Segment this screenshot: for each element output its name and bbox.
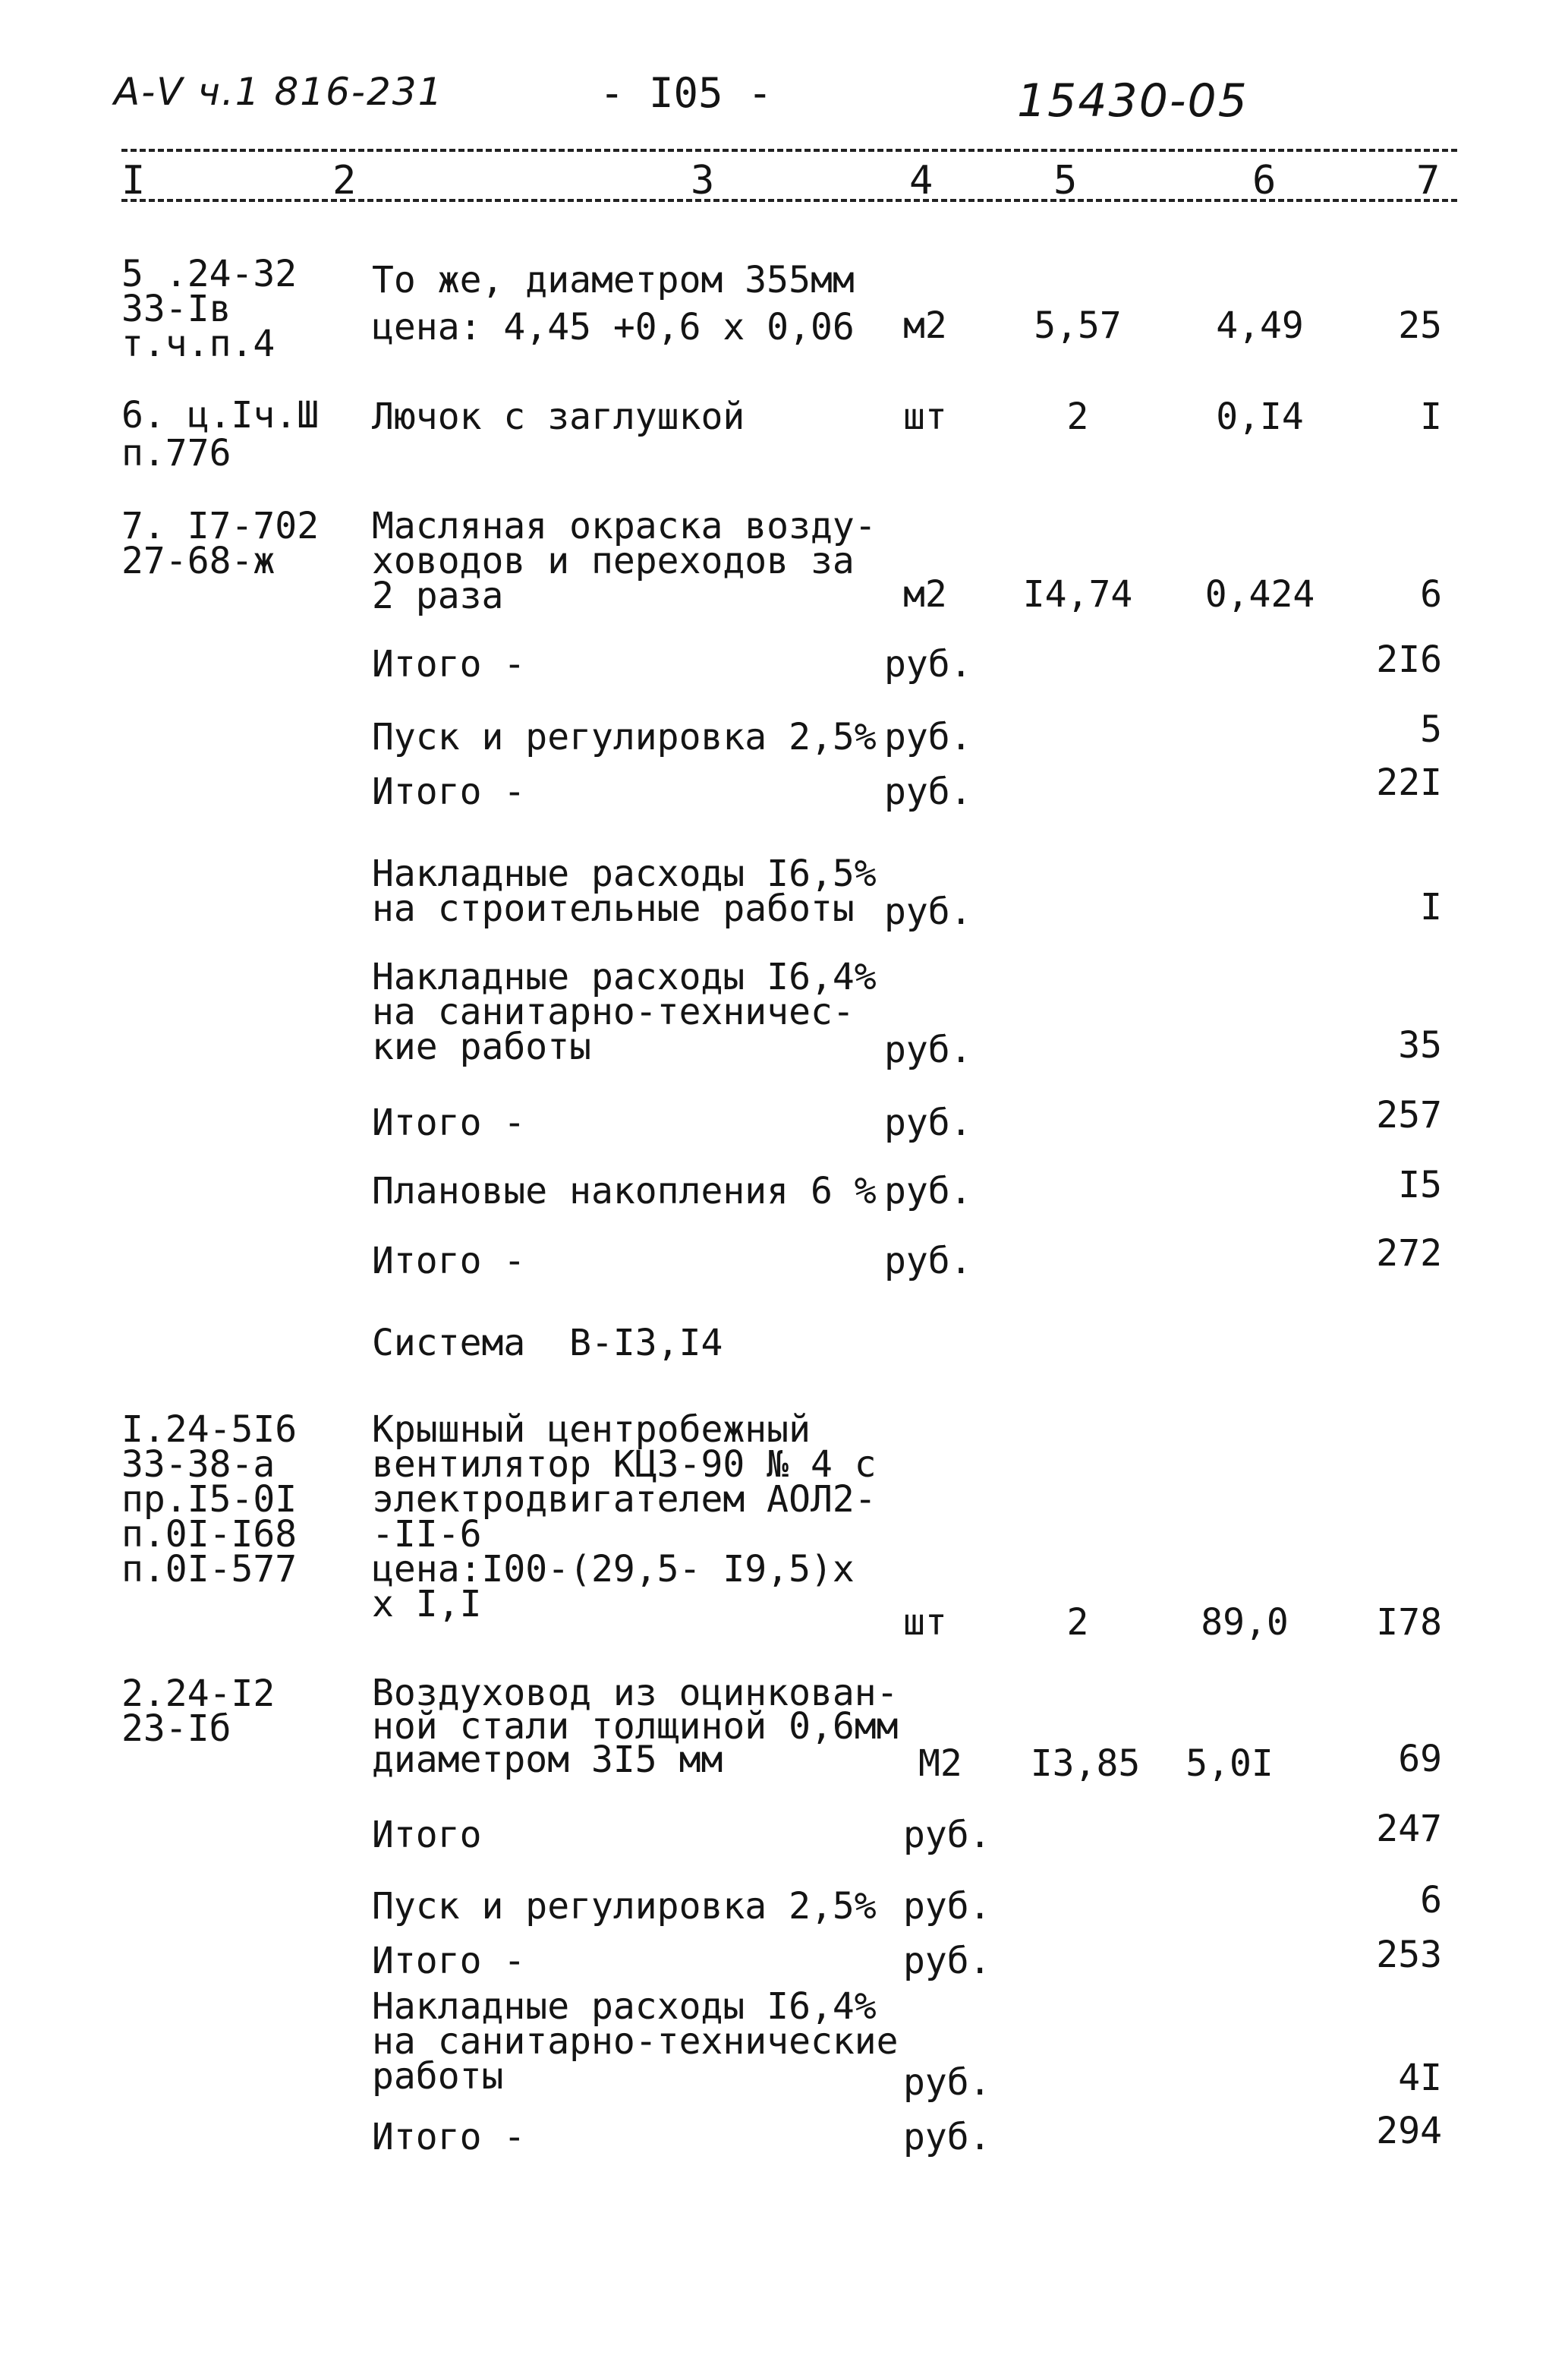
summary-label: Итого - [372, 1940, 526, 1982]
item-unit: шт [903, 396, 947, 438]
page-number: - I05 - [600, 69, 773, 117]
item-total: 6 [1420, 573, 1442, 616]
item-number: 2.24-I2 23-Iб [121, 1672, 276, 1750]
summary-total: 294 [1376, 2110, 1442, 2152]
item-unit-price: 0,I4 [1216, 396, 1304, 438]
doc-code: А-V ч.1 816-231 [114, 70, 444, 114]
column-header-1: I [121, 158, 146, 203]
summary-unit: руб. [884, 771, 972, 813]
summary-label: Накладные расходы I6,4% на санитарно-технические работы [372, 1985, 899, 2098]
item-number: 5 .24-32 33-Iв т.ч.п.4 [121, 253, 298, 365]
summary-unit: руб. [903, 2116, 991, 2158]
item-description: Лючок с заглушкой [372, 396, 745, 438]
summary-total: I5 [1398, 1164, 1442, 1206]
column-header-2: 2 [332, 158, 357, 203]
item-quantity: 2 [1066, 396, 1089, 438]
summary-label: Итого - [372, 771, 526, 813]
summary-total: 5 [1420, 708, 1442, 751]
summary-label: Накладные расходы I6,4% на санитарно-техничес- кие работы [372, 956, 877, 1068]
item-unit-price: 5,0I [1185, 1742, 1274, 1785]
item-quantity: I3,85 [1030, 1742, 1141, 1785]
summary-label: Накладные расходы I6,5% на строительные работы [372, 853, 877, 930]
summary-unit: руб. [884, 891, 972, 933]
item-unit-price: 4,49 [1216, 304, 1304, 347]
item-total: I78 [1376, 1601, 1442, 1644]
summary-unit: руб. [884, 1029, 972, 1071]
item-quantity: I4,74 [1022, 573, 1133, 616]
summary-total: I [1420, 886, 1442, 928]
item-unit: м2 [903, 304, 947, 347]
column-header-3: 3 [691, 158, 715, 203]
sheet-code: 15430-05 [1017, 74, 1248, 128]
summary-unit: руб. [884, 1240, 972, 1282]
item-unit: шт [903, 1601, 947, 1644]
system-title: Система В-I3,I4 [372, 1322, 723, 1364]
summary-unit: руб. [903, 2061, 991, 2104]
summary-label: Итого - [372, 643, 526, 686]
summary-total: 272 [1376, 1232, 1442, 1275]
summary-total: 4I [1398, 2057, 1442, 2099]
item-number: I.24-5I6 33-38-а пр.I5-0I п.0I-I68 п.0I-577 [121, 1408, 298, 1590]
summary-total: 22I [1376, 761, 1442, 804]
column-header-6: 6 [1252, 158, 1277, 203]
summary-total: 253 [1376, 1934, 1442, 1976]
summary-total: 257 [1376, 1094, 1442, 1136]
column-header-5: 5 [1053, 158, 1078, 203]
item-unit-price: 0,424 [1204, 573, 1315, 616]
column-header-top-rule [121, 149, 1457, 152]
summary-unit: руб. [903, 1885, 991, 1928]
summary-unit: руб. [884, 716, 972, 758]
summary-label: Итого - [372, 1240, 526, 1282]
summary-unit: руб. [903, 1814, 991, 1856]
summary-unit: руб. [884, 643, 972, 686]
item-unit: м2 [903, 573, 947, 616]
summary-label: Пуск и регулировка 2,5% [372, 1885, 877, 1928]
item-total: 69 [1398, 1738, 1442, 1780]
item-quantity: 2 [1066, 1601, 1089, 1644]
summary-label: Плановые накопления 6 % [372, 1170, 877, 1212]
summary-label: Итого - [372, 1102, 526, 1144]
summary-unit: руб. [884, 1102, 972, 1144]
column-header-4: 4 [909, 158, 934, 203]
summary-unit: руб. [903, 1940, 991, 1982]
item-unit-price: 89,0 [1201, 1601, 1289, 1644]
summary-total: 247 [1376, 1808, 1442, 1850]
item-description: Воздуховод из оцинкован- ной стали толщиной 0,6мм диаметром 3I5 мм [372, 1672, 899, 1781]
item-number: 6. ц.Iч.Ш п.776 [121, 394, 320, 474]
summary-total: 2I6 [1376, 638, 1442, 681]
item-total: 25 [1398, 304, 1442, 347]
summary-label: Итого - [372, 2116, 526, 2158]
summary-total: 35 [1398, 1024, 1442, 1067]
summary-label: Итого [372, 1814, 482, 1856]
item-description: Крышный центробежный вентилятор КЦ3-90 № 4 с электродвигателем АОЛ2- -II-6 цена:I00-(29,5- I9,5)х х I,I [372, 1408, 877, 1625]
summary-total: 6 [1420, 1879, 1442, 1921]
summary-unit: руб. [884, 1170, 972, 1212]
item-unit: М2 [918, 1742, 962, 1785]
item-description: Масляная окраска возду- ховодов и переходов за 2 раза [372, 505, 877, 617]
item-quantity: 5,57 [1034, 304, 1122, 347]
summary-label: Пуск и регулировка 2,5% [372, 716, 877, 758]
column-header-7: 7 [1416, 158, 1440, 203]
item-description: То же, диаметром 355мм цена: 4,45 +0,6 х 0,06 [372, 259, 855, 348]
item-total: I [1420, 396, 1442, 438]
item-number: 7. I7-702 27-68-ж [121, 505, 320, 582]
